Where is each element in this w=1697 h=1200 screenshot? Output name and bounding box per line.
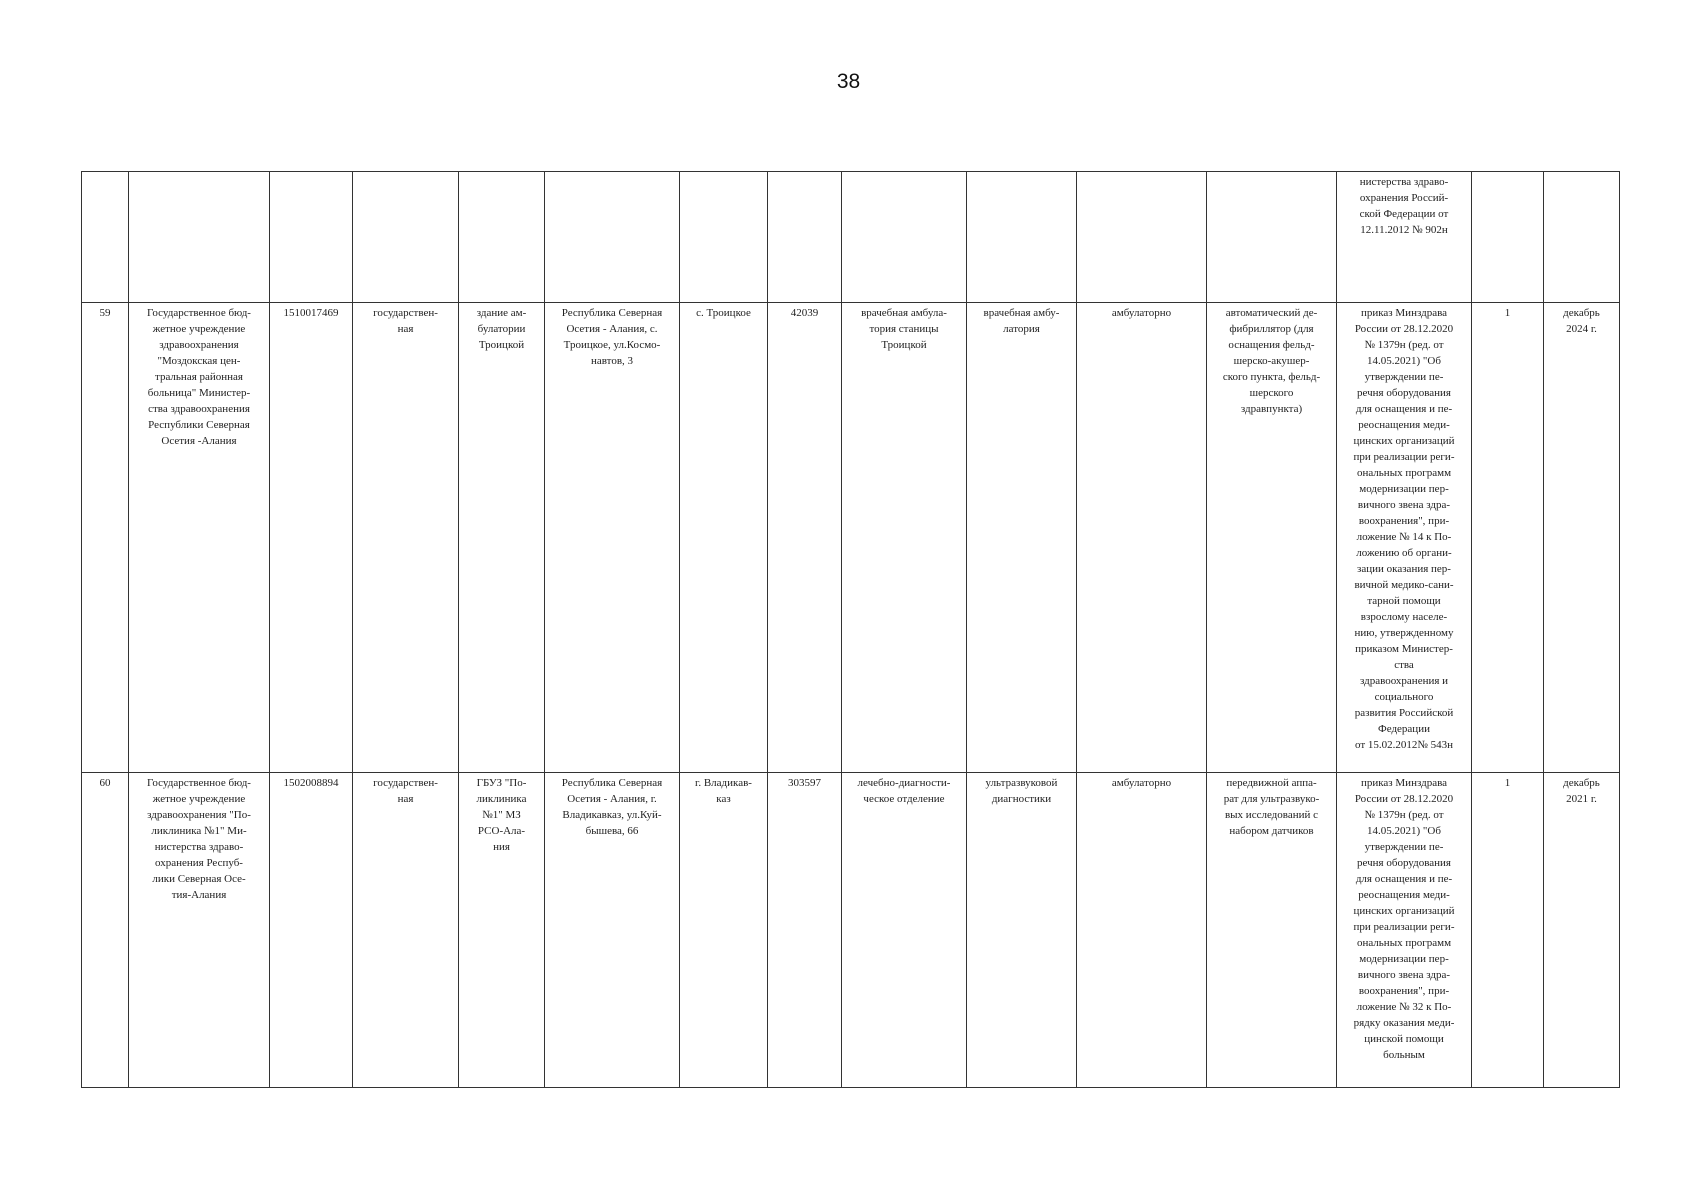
cell-subunit: врачебная амбу- латория <box>967 303 1077 773</box>
cell-quantity <box>1472 172 1544 303</box>
cell-basis: приказ Минздрава России от 28.12.2020 № 1379н (ред. от 14.05.2021) "Об утверждении пе- речня оборудования для оснащения и пе- реоснащения меди- цинских организаций при реализации реги- ональных программ модернизации пер- вичного звена здра- воохранения", при- ложение № 14 к По- ложению об органи- зации оказания пер- вичной медико-сани- тарной помощи взрослому населе- нию, утвержденному приказом Министер- ства здравоохранения и социального развития Российской Федерации от 15.02.2012№ 543н <box>1337 303 1472 773</box>
cell-ownership <box>353 172 459 303</box>
cell-ownership: государствен- ная <box>353 773 459 1088</box>
cell-num: 60 <box>82 773 129 1088</box>
table-row <box>82 773 1620 1088</box>
cell-address: Республика Северная Осетия - Алания, г. Владикавказ, ул.Куй- бышева, 66 <box>545 773 680 1088</box>
cell-num: 59 <box>82 303 129 773</box>
cell-subunit: ультразвуковой диагностики <box>967 773 1077 1088</box>
cell-unit <box>842 172 967 303</box>
cell-conditions <box>1077 172 1207 303</box>
cell-address <box>545 172 680 303</box>
cell-inn: 1510017469 <box>270 303 353 773</box>
cell-building: ГБУЗ "По- ликлиника №1" МЗ РСО-Ала- ния <box>459 773 545 1088</box>
cell-population: 303597 <box>768 773 842 1088</box>
cell-conditions: амбулаторно <box>1077 773 1207 1088</box>
cell-quantity: 1 <box>1472 773 1544 1088</box>
equipment-table <box>81 171 1620 1088</box>
cell-unit: лечебно-диагности- ческое отделение <box>842 773 967 1088</box>
cell-ownership: государствен- ная <box>353 303 459 773</box>
cell-settlement: с. Троицкое <box>680 303 768 773</box>
cell-organization: Государственное бюд- жетное учреждение здравоохранения "Моздокская цен- тральная районная больница" Министер- ства здравоохранения Республики Северная Осетия -Алания <box>129 303 270 773</box>
cell-conditions: амбулаторно <box>1077 303 1207 773</box>
cell-basis: приказ Минздрава России от 28.12.2020 № 1379н (ред. от 14.05.2021) "Об утверждении пе- речня оборудования для оснащения и пе- реоснащения меди- цинских организаций при реализации реги- ональных программ модернизации пер- вичного звена здра- воохранения", при- ложение № 32 к По- рядку оказания меди- цинской помощи больным <box>1337 773 1472 1088</box>
cell-population: 42039 <box>768 303 842 773</box>
cell-basis: нистерства здраво- охранения Россий- ской Федерации от 12.11.2012 № 902н <box>1337 172 1472 303</box>
page-number: 38 <box>836 70 861 93</box>
cell-settlement <box>680 172 768 303</box>
cell-date: декабрь 2024 г. <box>1544 303 1620 773</box>
cell-date: декабрь 2021 г. <box>1544 773 1620 1088</box>
table-row <box>82 303 1620 773</box>
cell-population <box>768 172 842 303</box>
cell-unit: врачебная амбула- тория станицы Троицкой <box>842 303 967 773</box>
cell-inn <box>270 172 353 303</box>
cell-building <box>459 172 545 303</box>
table-row <box>82 172 1620 303</box>
cell-equipment: передвижной аппа- рат для ультразвуко- вых исследований с набором датчиков <box>1207 773 1337 1088</box>
cell-quantity: 1 <box>1472 303 1544 773</box>
cell-address: Республика Северная Осетия - Алания, с. Троицкое, ул.Космо- навтов, 3 <box>545 303 680 773</box>
cell-organization: Государственное бюд- жетное учреждение здравоохранения "По- ликлиника №1" Ми- нистерства здраво- охранения Респуб- лики Северная Осе- тия-Алания <box>129 773 270 1088</box>
cell-subunit <box>967 172 1077 303</box>
cell-settlement: г. Владикав- каз <box>680 773 768 1088</box>
cell-num <box>82 172 129 303</box>
cell-inn: 1502008894 <box>270 773 353 1088</box>
cell-organization <box>129 172 270 303</box>
cell-equipment <box>1207 172 1337 303</box>
cell-building: здание ам- булатории Троицкой <box>459 303 545 773</box>
cell-date <box>1544 172 1620 303</box>
cell-equipment: автоматический де- фибриллятор (для оснащения фельд- шерско-акушер- ского пункта, фельд- шерского здравпункта) <box>1207 303 1337 773</box>
